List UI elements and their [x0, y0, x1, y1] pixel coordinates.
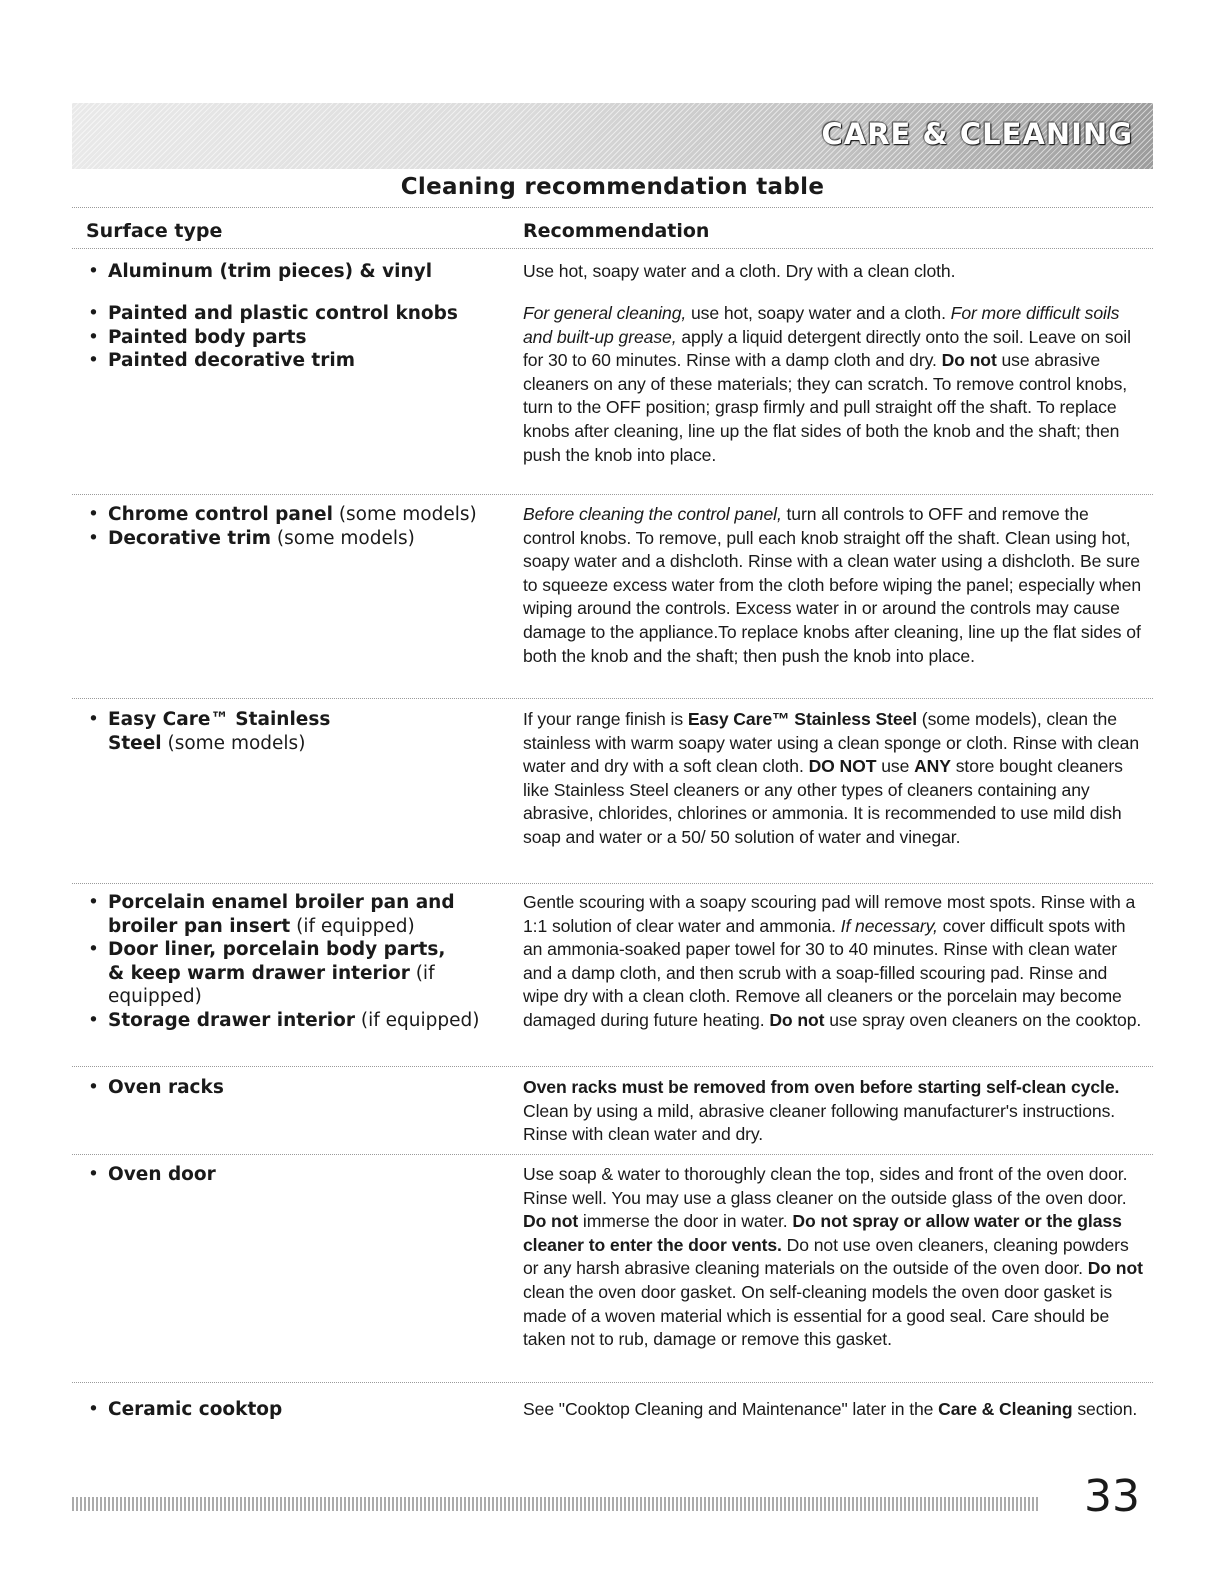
recommendation-text [523, 708, 1143, 850]
text-run: Easy Care™ Stainless Steel [687, 709, 918, 729]
text-run: use spray oven cleaners on the cooktop. [824, 1009, 1142, 1030]
surface-item [88, 1009, 508, 1033]
surface-item [88, 302, 508, 326]
row-divider [72, 1382, 1153, 1383]
bullet-icon: • [88, 1009, 99, 1031]
bullet-icon: • [88, 709, 99, 730]
recommendation-cell [523, 503, 1143, 668]
recommendation-cell [523, 708, 1143, 850]
footer-bar [72, 1497, 1038, 1511]
row-divider [72, 883, 1153, 884]
surface-item [88, 260, 508, 284]
surface-item [88, 938, 508, 1009]
bullet-icon: • [88, 261, 99, 282]
text-run: use hot, soapy water and a cloth. [686, 303, 951, 323]
bullet-icon: • [88, 939, 99, 961]
text-run: Oven racks must be removed from oven before starting self-clean cycle. [523, 1077, 1120, 1097]
text-run: Gentle scouring with a soapy scouring pad will remove most spots. Rinse with a 1:1 solution of clear water and ammonia. [523, 892, 1136, 936]
surface-item [88, 503, 508, 527]
text-run: Steel [108, 732, 162, 754]
text-run: ANY [914, 756, 951, 777]
text-run: Do not [769, 1009, 825, 1030]
surface-type-cell [88, 891, 508, 1033]
recommendation-cell [523, 302, 1143, 467]
text-run: Oven racks [108, 1077, 224, 1098]
text-run: (some models) [332, 504, 477, 525]
surface-item [88, 891, 508, 938]
surface-item [88, 349, 508, 373]
recommendation-text [523, 260, 1143, 284]
text-run: Do not spray or allow water or the glass cleaner to enter the door vents. [523, 1211, 1122, 1255]
bullet-icon: • [88, 303, 99, 324]
bullet-icon: • [88, 1399, 99, 1420]
recommendation-cell [523, 1398, 1143, 1422]
text-run: (some models) [271, 527, 415, 549]
text-run: apply a liquid detergent directly onto the soil. Leave on soil for 30 to 60 minutes. Rinse with a damp cloth and dry. [523, 326, 1131, 371]
text-run: If necessary, [840, 915, 938, 936]
column-header-recommendation: Recommendation [523, 220, 710, 242]
surface-type-cell [88, 1398, 508, 1422]
recommendation-text [523, 891, 1143, 1033]
table-title: Cleaning recommendation table [400, 174, 825, 200]
text-run: See "Cooktop Cleaning and Maintenance" later in the [523, 1399, 939, 1419]
text-run: Porcelain enamel broiler pan and broiler pan insert [108, 892, 455, 937]
recommendation-text [523, 1163, 1143, 1352]
text-run: turn all controls to OFF and remove the control knobs. To remove, pull each knob straight off the shaft. Clean using hot, soapy water and a dishcloth. Rinse with a clean water using a dishcloth. Be sure to squeeze excess water from the cloth before wiping the panel; especially when wiping around the controls. Excess water in or around the controls may cause damage to the appliance.To replace knobs after cleaning, line up the flat sides of both the knob and the shaft; then push the knob into place. [523, 504, 1142, 666]
text-run: Painted and plastic control knobs [108, 303, 458, 324]
surface-type-cell [88, 260, 508, 284]
text-run: For more difficult soils and built-up grease, [523, 303, 1120, 347]
surface-item [88, 1398, 508, 1422]
surface-type-cell [88, 302, 508, 373]
text-run: If your range finish is [523, 709, 688, 729]
text-run: DO NOT [808, 756, 877, 777]
text-run: Do not [941, 350, 997, 371]
text-run: Clean by using a mild, abrasive cleaner following manufacturer's instructions. Rinse with clean water and dry. [523, 1100, 1116, 1145]
text-run: Do not [1087, 1258, 1143, 1279]
text-run: clean the oven door gasket. On self-cleaning models the oven door gasket is made of a woven material which is essential for a good seal. Care should be taken not to rub, damage or remove this gasket. [523, 1281, 1113, 1350]
bullet-icon: • [88, 326, 99, 348]
text-run: immerse the door in water. [578, 1211, 793, 1232]
recommendation-text [523, 503, 1143, 668]
bullet-icon: • [88, 892, 99, 913]
text-run: Use hot, soapy water and a cloth. Dry with a clean cloth. [523, 261, 956, 281]
surface-type-cell [88, 503, 508, 550]
recommendation-cell [523, 1076, 1143, 1147]
divider [72, 207, 1153, 208]
text-run: (some models) [161, 732, 306, 754]
surface-item [88, 708, 508, 755]
row-divider [72, 698, 1153, 699]
text-run: Use soap & water to thoroughly clean the top, sides and front of the oven door. Rinse well. You may use a glass cleaner on the outside glass of the oven door. [523, 1164, 1128, 1208]
surface-item [88, 527, 508, 551]
text-run: cover difficult spots with an ammonia-soaked paper towel for 30 to 40 minutes. Rinse with clean water and a damp cloth, and then scrub with a soap-filled scouring pad. Rinse and wipe dry with a clean cloth. Remove all cleaners or the porcelain may become damaged during future heating. [523, 915, 1126, 1030]
divider [72, 248, 1153, 249]
recommendation-cell [523, 1163, 1143, 1352]
recommendation-text [523, 1398, 1143, 1422]
row-divider [72, 1154, 1153, 1155]
bullet-icon: • [88, 527, 99, 549]
surface-type-cell [88, 1076, 508, 1100]
bullet-icon: • [88, 504, 99, 525]
text-run: Ceramic cooktop [108, 1399, 283, 1420]
text-run: use abrasive cleaners on any of these materials; they can scratch. To remove control knobs, turn to the OFF position; grasp firmly and pull straight off the shaft. To replace knobs after cleaning, line up the flat sides of both the knob and the shaft; then push the knob into place. [523, 350, 1128, 465]
text-run: Oven door [108, 1164, 216, 1185]
text-run: Care & Cleaning [938, 1399, 1073, 1419]
surface-type-cell [88, 708, 508, 755]
text-run: Before cleaning the control panel, [523, 504, 782, 524]
text-run: (if equipped) [108, 962, 435, 1008]
text-run: Painted body parts [108, 326, 307, 348]
surface-type-cell [88, 1163, 508, 1187]
text-run: Chrome control panel [108, 504, 333, 525]
text-run: (some models), clean the stainless with warm soapy water using a clean sponge or cloth. Rinse with clean water and dry with a soft clean cloth. [523, 709, 1140, 777]
surface-item [88, 1163, 508, 1187]
recommendation-text [523, 1076, 1143, 1147]
text-run: Do not [523, 1211, 579, 1232]
row-divider [72, 494, 1153, 495]
text-run: Do not use oven cleaners, cleaning powders or any harsh abrasive cleaning materials on the outside of the oven door. [523, 1234, 1129, 1279]
recommendation-text [523, 302, 1143, 467]
text-run: Aluminum (trim pieces) & vinyl [108, 261, 433, 282]
bullet-icon: • [88, 350, 99, 372]
section-banner [72, 103, 1153, 169]
text-run: Easy Care™ Stainless [108, 709, 331, 730]
page-number: 33 [1084, 1471, 1140, 1522]
text-run: Painted decorative trim [108, 350, 356, 372]
bullet-icon: • [88, 1164, 99, 1185]
text-run: (if equipped) [354, 1009, 480, 1031]
surface-item [88, 326, 508, 350]
recommendation-cell [523, 891, 1143, 1033]
surface-item [88, 1076, 508, 1100]
text-run: & keep warm drawer interior [108, 962, 410, 984]
text-run: use [876, 756, 915, 777]
text-run: (if equipped) [290, 915, 415, 937]
section-title: CARE & CLEANING [821, 117, 1133, 151]
row-divider [72, 1066, 1153, 1067]
text-run: store bought cleaners like Stainless Steel cleaners or any other types of cleaners containing any abrasive, chlorides, chlorines or ammonia. It is recommended to use mild dish soap and water or a 50/ 50 solution of water and vinegar. [523, 756, 1123, 847]
recommendation-cell [523, 260, 1143, 284]
text-run: For general cleaning, [523, 303, 687, 323]
bullet-icon: • [88, 1077, 99, 1098]
text-run: Decorative trim [108, 527, 272, 549]
text-run: Storage drawer interior [108, 1009, 355, 1031]
column-header-surface-type: Surface type [86, 220, 223, 242]
text-run: Door liner, porcelain body parts, [108, 939, 446, 961]
text-run: section. [1072, 1399, 1138, 1419]
